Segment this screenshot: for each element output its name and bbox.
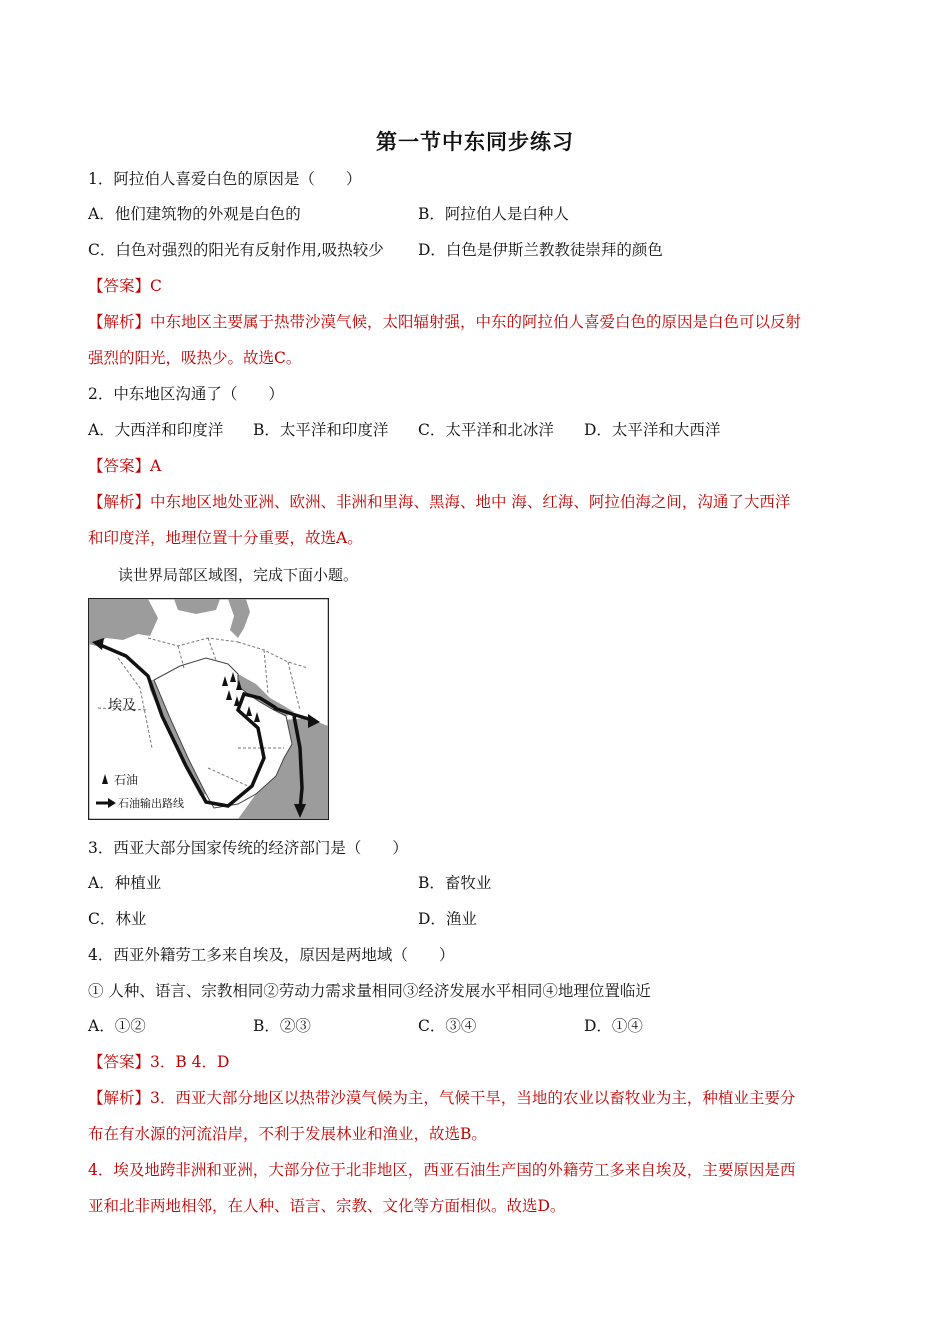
q4-analysis-line2: 亚和北非两地相邻，在人种、语言、宗教、文化等方面相似。故选D。 xyxy=(88,1197,566,1215)
map-intro: 读世界局部区域图，完成下面小题。 xyxy=(118,566,359,584)
q1-option-b: B．阿拉伯人是白种人 xyxy=(418,205,569,223)
q1-stem: 1．阿拉伯人喜爱白色的原因是（ ） xyxy=(88,170,362,188)
q1-analysis-line2: 强烈的阳光，吸热少。故选C。 xyxy=(88,349,302,367)
q3-option-a: A．种植业 xyxy=(88,874,162,892)
q4-stem: 4．西亚外籍劳工多来自埃及，原因是两地域（ ） xyxy=(88,946,455,964)
q4-option-c: C．③④ xyxy=(418,1017,477,1035)
q4-option-d: D．①④ xyxy=(584,1017,643,1035)
q3-option-c: C．林业 xyxy=(88,910,147,928)
region-map-figure xyxy=(88,598,329,820)
q2-stem: 2．中东地区沟通了（ ） xyxy=(88,385,284,403)
q34-answer: 【答案】3．B 4．D xyxy=(88,1053,230,1071)
q2-option-a: A．大西洋和印度洋 xyxy=(88,421,224,439)
q4-analysis-line1: 4．埃及地跨非洲和亚洲，大部分位于北非地区，西亚石油生产国的外籍劳工多来自埃及，主要原因是西 xyxy=(88,1161,796,1179)
q3-option-b: B．畜牧业 xyxy=(418,874,492,892)
q4-option-b: B．②③ xyxy=(253,1017,311,1035)
q4-option-a: A．①② xyxy=(88,1017,146,1035)
q1-analysis-line1: 【解析】中东地区主要属于热带沙漠气候，太阳辐射强，中东的阿拉伯人喜爱白色的原因是白色可以反射 xyxy=(88,313,802,331)
region-map xyxy=(88,598,329,820)
q1-option-d: D．白色是伊斯兰教教徒崇拜的颜色 xyxy=(418,241,663,259)
q4-items: ① 人种、语言、宗教相同②劳动力需求量相同③经济发展水平相同④地理位置临近 xyxy=(88,982,651,1000)
q2-answer: 【答案】A xyxy=(88,457,162,475)
q3-option-d: D．渔业 xyxy=(418,910,477,928)
q2-option-b: B．太平洋和印度洋 xyxy=(253,421,389,439)
legend-oil-label: 石油 xyxy=(114,773,139,787)
page-title: 第一节中东同步练习 xyxy=(376,129,574,154)
label-egypt: 埃及 xyxy=(108,698,136,714)
q2-option-c: C．太平洋和北冰洋 xyxy=(418,421,554,439)
q3-stem: 3．西亚大部分国家传统的经济部门是（ ） xyxy=(88,839,408,857)
q1-answer: 【答案】C xyxy=(88,277,162,295)
q3-analysis-line1: 【解析】3．西亚大部分地区以热带沙漠气候为主，气候干旱，当地的农业以畜牧业为主，种植业主要分 xyxy=(88,1089,796,1107)
q1-option-a: A．他们建筑物的外观是白色的 xyxy=(88,205,301,223)
q2-analysis-line2: 和印度洋，地理位置十分重要，故选A。 xyxy=(88,529,363,547)
q3-analysis-line2: 布在有水源的河流沿岸，不利于发展林业和渔业，故选B。 xyxy=(88,1125,487,1143)
q2-option-d: D．太平洋和大西洋 xyxy=(584,421,721,439)
q1-option-c: C．白色对强烈的阳光有反射作用,吸热较少 xyxy=(88,241,384,259)
q2-analysis-line1: 【解析】中东地区地处亚洲、欧洲、非洲和里海、黑海、地中 海、红海、阿拉伯海之间，沟通了大西洋 xyxy=(88,493,791,511)
legend-route-label: 石油输出路线 xyxy=(118,797,184,810)
